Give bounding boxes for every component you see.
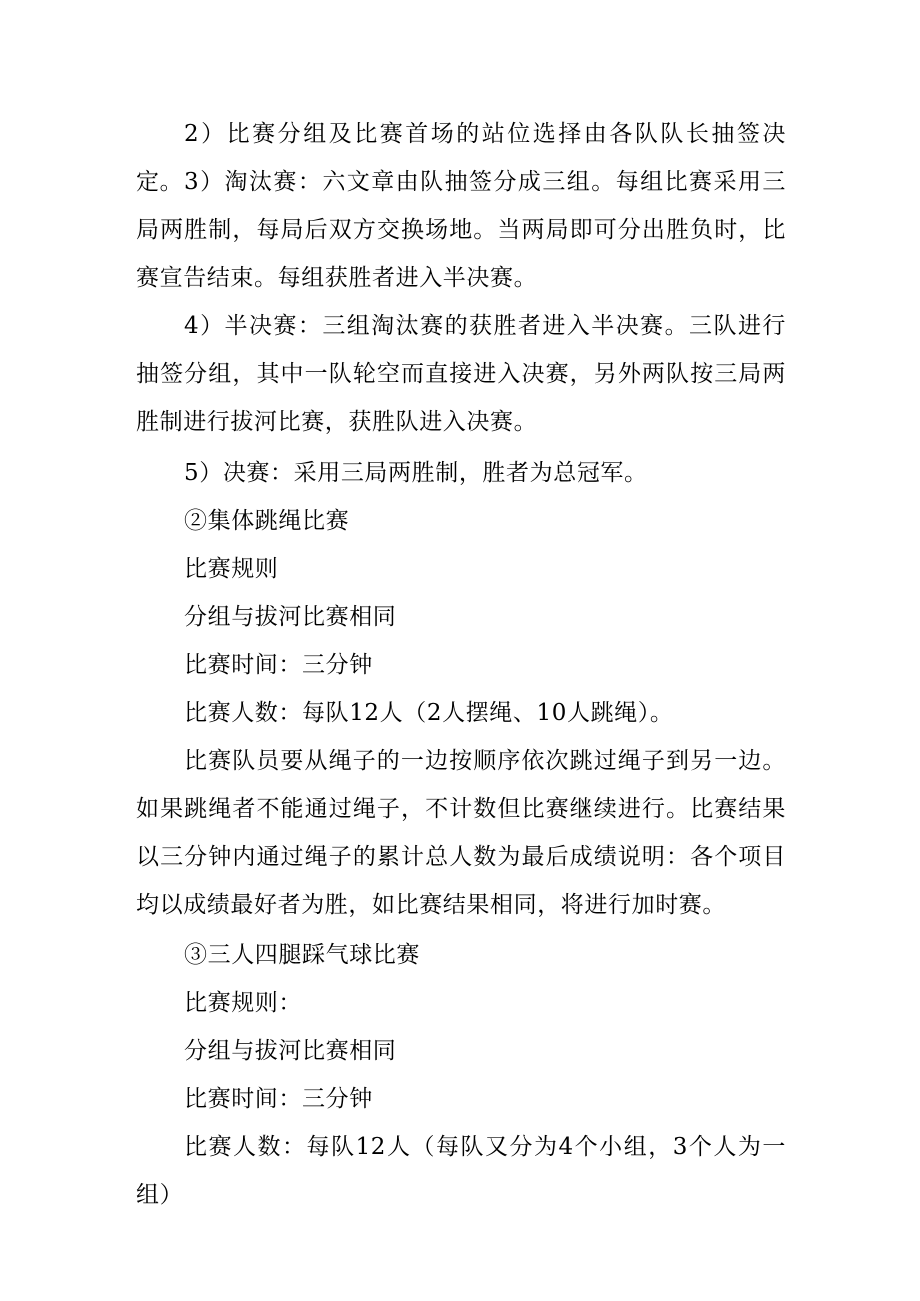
section-heading-balloon: ③三人四腿踩气球比赛: [184, 942, 420, 968]
match-time: 比赛时间：三分钟: [184, 652, 373, 678]
section-heading-rope-skipping: ②集体跳绳比赛: [184, 508, 350, 534]
team-size: 比赛人数：每队12人（2人摆绳、10人跳绳）。: [184, 700, 674, 726]
grouping-rule: 分组与拔河比赛相同: [184, 604, 397, 630]
paragraph-group-draw: 2）比赛分组及比赛首场的站位选择由各队队长抽签决定。: [136, 121, 786, 195]
paragraph-semifinal: 4）半决赛：三组淘汰赛的获胜者进入半决赛。三队进行抽签分组，其中一队轮空而直接进入决赛，另外两队按三局两胜制进行拔河比赛，获胜队进入决赛。: [136, 313, 786, 435]
paragraph-elimination: 3）淘汰赛：六文章由队抽签分成三组。每组比赛采用三局两胜制，每局后双方交换场地。当两局即可分出胜负时，比赛宣告结束。每组获胜者进入半决赛。: [136, 169, 786, 291]
paragraph-final: 5）决赛：采用三局两胜制，胜者为总冠军。: [184, 460, 648, 486]
rules-heading-balloon: 比赛规则：: [184, 990, 302, 1016]
team-size-balloon: 比赛人数：每队12人（每队又分为4个小组，3个人为一组）: [136, 1134, 786, 1208]
paragraph-rope-rules: 比赛队员要从绳子的一边按顺序依次跳过绳子到另一边。如果跳绳者不能通过绳子，不计数但比赛继续进行。比赛结果以三分钟内通过绳子的累计总人数为最后成绩说明：各个项目均以成绩最好者为胜，如比赛结果相同，将进行加时赛。: [136, 748, 786, 918]
rules-heading: 比赛规则: [184, 556, 279, 582]
match-time-balloon: 比赛时间：三分钟: [184, 1086, 373, 1112]
grouping-rule-balloon: 分组与拔河比赛相同: [184, 1038, 397, 1064]
